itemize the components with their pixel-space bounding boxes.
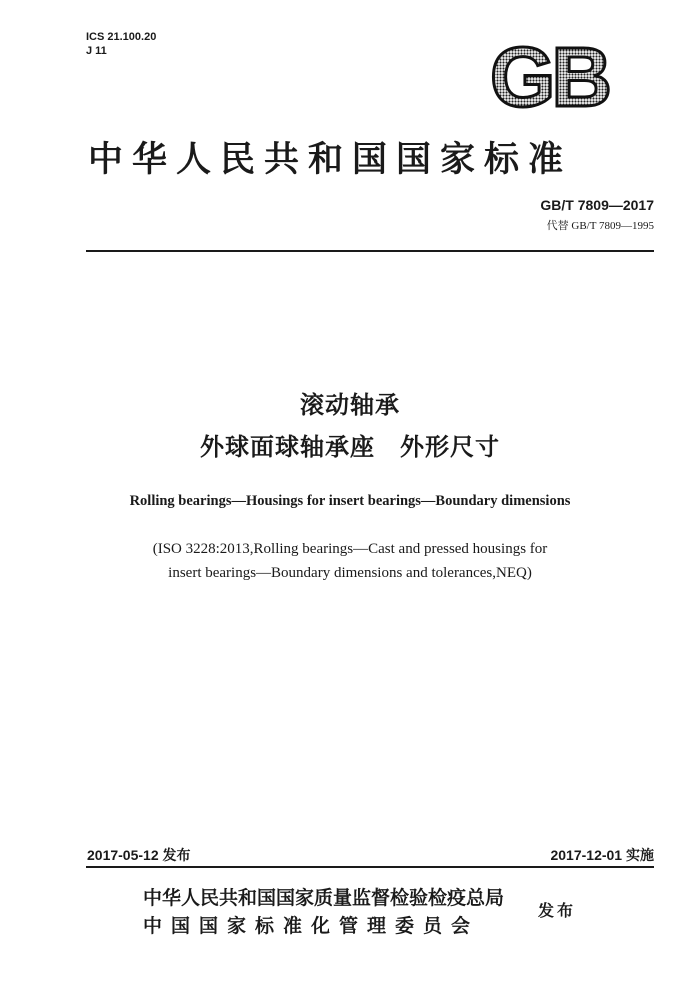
top-divider: [86, 250, 654, 252]
standard-code: GB/T 7809—2017: [540, 197, 654, 213]
iso-reference-line1: (ISO 3228:2013,Rolling bearings—Cast and pressed housings for: [152, 541, 548, 557]
iso-reference: [0, 537, 700, 585]
issue-date: 2017-05-12 发布: [87, 847, 191, 863]
gb-logo: [478, 40, 620, 112]
title-cn-line1: 滚动轴承: [300, 391, 400, 419]
classification-block: [86, 30, 156, 58]
issuer-line2: 中国国家标准化管理委员会: [143, 915, 480, 937]
svg-text:GB: GB: [490, 40, 608, 112]
implementation-date: 2017-12-01 实施: [550, 847, 654, 863]
publish-label: 发布: [538, 901, 577, 920]
bottom-divider: [86, 866, 654, 868]
standard-org-title: 中华人民共和国国家标准: [88, 140, 573, 180]
title-english: Rolling bearings—Housings for insert bearings—Boundary dimensions: [129, 493, 571, 509]
ics-code: ICS 21.100.20: [86, 31, 157, 43]
replaces-standard: 代替 GB/T 7809—1995: [546, 220, 654, 232]
issuer-line1: 中华人民共和国国家质量监督检验检疫总局: [143, 887, 505, 909]
class-code: J 11: [86, 45, 107, 57]
title-cn-line2: 外球面球轴承座 外形尺寸: [200, 433, 500, 461]
iso-reference-line2: insert bearings—Boundary dimensions and tolerances,NEQ): [168, 565, 532, 581]
